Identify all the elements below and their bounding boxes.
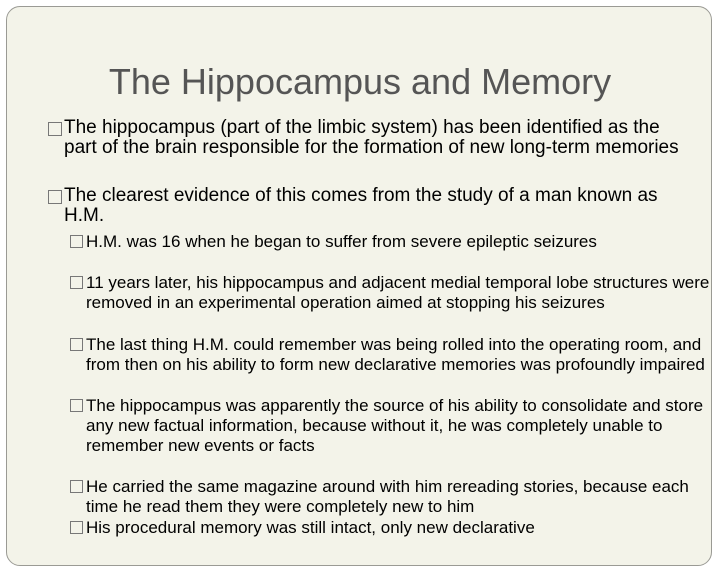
subbullet-text: His procedural memory was still intact, only new declarative — [86, 518, 535, 537]
subbullet-square-icon — [70, 399, 83, 412]
subbullet-text: The last thing H.M. could remember was being rolled into the operating room, and from then on his ability to form new declarative memories was profoundly impaired — [86, 335, 705, 374]
subbullet-procedural-memory — [70, 518, 710, 538]
subbullet-magazine — [70, 477, 710, 517]
subbullet-square-icon — [70, 338, 83, 351]
subbullet-square-icon — [70, 276, 83, 289]
subbullet-square-icon — [70, 480, 83, 493]
subbullet-text: H.M. was 16 when he began to suffer from severe epileptic seizures — [86, 232, 597, 251]
bullet-text: The clearest evidence of this comes from the study of a man known as H.M. — [64, 185, 658, 226]
bullet-hippocampus-limbic — [48, 118, 688, 158]
subbullet-last-memory — [70, 335, 710, 375]
slide-title: The Hippocampus and Memory — [108, 61, 612, 102]
subbullet-text: 11 years later, his hippocampus and adjacent medial temporal lobe structures were removed in an experimental operation aimed at stopping his seizures — [86, 273, 710, 312]
bullet-text: The hippocampus (part of the limbic system) has been identified as the part of the brain responsible for the formation of new long-term memories — [64, 117, 679, 158]
bullet-square-icon — [48, 122, 62, 136]
subbullet-square-icon — [70, 235, 83, 248]
subbullet-consolidation — [70, 396, 710, 456]
bullet-square-icon — [48, 190, 62, 204]
subbullet-operation — [70, 273, 710, 313]
subbullet-text: The hippocampus was apparently the source of his ability to consolidate and store any new factual information, because without it, he was completely unable to remember new events or facts — [86, 396, 704, 455]
bullet-hm-evidence — [48, 186, 688, 226]
subbullet-hm-age — [70, 232, 710, 252]
subbullet-square-icon — [70, 521, 83, 534]
subbullet-text: He carried the same magazine around with him rereading stories, because each time he read them they were completely new to him — [86, 477, 689, 516]
